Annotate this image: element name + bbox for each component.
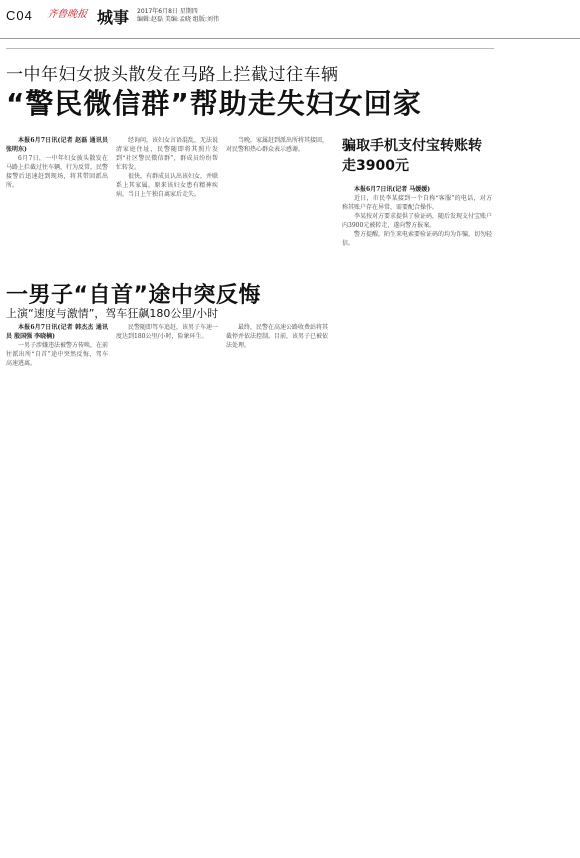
side-byline: 本报6月7日讯(记者 马媛媛) xyxy=(354,186,431,193)
side-story-body xyxy=(342,185,492,445)
second-paragraph: 一男子涉嫌违法被警方传唤，在前往派出所“自首”途中突然反悔，驾车高速逃离。 xyxy=(6,342,108,367)
main-kicker: 一中年妇女披头散发在马路上拦截过往车辆 xyxy=(6,65,339,85)
main-paragraph: 经询问，该妇女言语混乱，无法说清家庭住址，民警随即将其照片发到“社区警民微信群”，群成员纷纷帮忙转发。 xyxy=(116,137,218,171)
section-name: 城事 xyxy=(97,8,130,27)
main-byline: 本报6月7日讯(记者 赵磊 通讯员 张明东) xyxy=(6,137,108,153)
main-story-column-3 xyxy=(226,136,328,271)
second-story-column-3 xyxy=(226,323,328,483)
main-paragraph: 6月7日，一中年妇女披头散发在马路上拦截过往车辆，行为反常，民警接警后迅速赶到现场，将其带回派出所。 xyxy=(6,155,108,189)
side-paragraph: 近日，市民李某接到一个自称“客服”的电话，对方称其账户存在异常，需要配合操作。 xyxy=(342,195,492,211)
page-header xyxy=(0,0,580,39)
second-story-column-2 xyxy=(116,323,218,483)
main-story-column-2 xyxy=(116,136,218,271)
editor-credits: 编辑:赵磊 美编:孟晓 组版:刘伟 xyxy=(137,16,219,23)
second-paragraph: 最终，民警在高速公路收费站将其截停并依法控制。目前，该男子已被依法处理。 xyxy=(226,324,328,349)
main-headline: “警民微信群”帮助走失妇女回家 xyxy=(6,87,422,120)
main-paragraph: 很快，有群成员认出该妇女，并联系上其家属。原来该妇女患有精神疾病，当日上午独自离家后走失。 xyxy=(116,173,218,198)
main-paragraph: 当晚，家属赶到派出所将其接回，对民警和热心群众表示感谢。 xyxy=(226,137,328,153)
second-paragraph: 民警随即驾车追赶，该男子车速一度达到180公里/小时，险象环生。 xyxy=(116,324,218,340)
second-deck: 上演“速度与激情”，驾车狂飙180公里/小时 xyxy=(6,307,219,320)
side-paragraph: 警方提醒，陌生来电索要验证码的均为诈骗，切勿轻信。 xyxy=(342,231,492,247)
top-divider xyxy=(6,48,494,49)
issue-date: 2017年6月8日 星期四 xyxy=(137,8,198,15)
side-headline: 骗取手机支付宝转账转走3900元 xyxy=(342,138,482,174)
page-number: C04 xyxy=(6,8,33,23)
newspaper-logo: 齐鲁晚报 xyxy=(46,9,88,20)
second-headline: 一男子“自首”途中突反悔 xyxy=(6,283,261,308)
second-story-column-1 xyxy=(6,323,108,483)
side-paragraph: 李某按对方要求提供了验证码，随后发现支付宝账户内3900元被转走，遂向警方报案。 xyxy=(342,213,492,229)
second-byline: 本报6月7日讯(记者 韩杰杰 通讯员 殷国强 李晓楠) xyxy=(6,324,108,340)
main-story-column-1 xyxy=(6,136,108,271)
